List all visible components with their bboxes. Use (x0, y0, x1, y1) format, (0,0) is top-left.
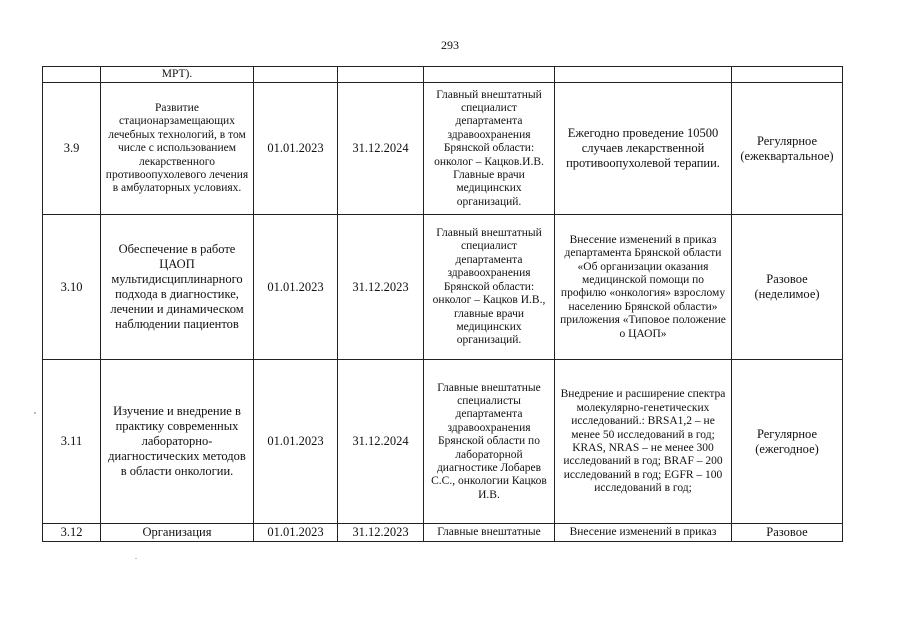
measure-title-cell: Развитие стационарзамещающих лечебных технологий, в том числе с использованием лекарственного противоопухолевого лечения в амбулаторных условиях. (101, 83, 254, 215)
start-date-cell (254, 67, 338, 83)
table-row (43, 67, 843, 83)
result-cell: Внедрение и расширение спектра молекулярно-генетических исследований.: BRSA1,2 – не менее 50 исследований в год; KRAS, NRAS – не менее 300 исследований в год; BRAF – 200 исследований в год; EGFR – 100 исследований в год; (555, 360, 732, 524)
responsible-cell (424, 67, 555, 83)
action-plan-table (42, 66, 843, 542)
start-date-cell: 01.01.2023 (254, 360, 338, 524)
result-cell (555, 67, 732, 83)
measure-title-cell: МРТ). (101, 67, 254, 83)
table-row (43, 524, 843, 542)
scan-speck (135, 558, 137, 559)
type-cell (732, 67, 843, 83)
end-date-cell: 31.12.2023 (338, 215, 424, 360)
type-cell: Разовое (неделимое) (732, 215, 843, 360)
start-date-cell: 01.01.2023 (254, 215, 338, 360)
row-number-cell: 3.9 (43, 83, 101, 215)
row-number-cell: 3.12 (43, 524, 101, 542)
result-cell: Внесение изменений в приказ департамента Брянской области «Об организации оказания медицинской помощи по профилю «онкология» взрослому населению Брянской области» приложения «Типовое положение о ЦАОП» (555, 215, 732, 360)
measure-title-cell: Изучение и внедрение в практику современных лабораторно-диагностических методов в области онкологии. (101, 360, 254, 524)
result-cell: Ежегодно проведение 10500 случаев лекарственной противоопухолевой терапии. (555, 83, 732, 215)
row-number-cell: 3.11 (43, 360, 101, 524)
end-date-cell: 31.12.2024 (338, 83, 424, 215)
page-number: 293 (441, 38, 459, 52)
table-row (43, 83, 843, 215)
end-date-cell: 31.12.2024 (338, 360, 424, 524)
scan-speck (34, 412, 36, 414)
end-date-cell: 31.12.2023 (338, 524, 424, 542)
type-cell: Регулярное (ежегодное) (732, 360, 843, 524)
start-date-cell: 01.01.2023 (254, 524, 338, 542)
responsible-cell: Главный внештатный специалист департамента здравоохранения Брянской области: онколог – Кацков.И.В. Главные врачи медицинских организаций. (424, 83, 555, 215)
result-cell: Внесение изменений в приказ (555, 524, 732, 542)
row-number-cell (43, 67, 101, 83)
table-row (43, 360, 843, 524)
table-row (43, 215, 843, 360)
row-number-cell: 3.10 (43, 215, 101, 360)
measure-title-cell: Обеспечение в работе ЦАОП мультидисциплинарного подхода в диагностике, лечении и динамическом наблюдении пациентов (101, 215, 254, 360)
end-date-cell (338, 67, 424, 83)
responsible-cell: Главный внештатный специалист департамента здравоохранения Брянской области: онколог – Кацков И.В., главные врачи медицинских организаций. (424, 215, 555, 360)
type-cell: Разовое (732, 524, 843, 542)
responsible-cell: Главные внештатные (424, 524, 555, 542)
responsible-cell: Главные внештатные специалисты департамента здравоохранения Брянской области по лабораторной диагностике Лобарев С.С., онкологии Кацков И.В. (424, 360, 555, 524)
start-date-cell: 01.01.2023 (254, 83, 338, 215)
type-cell: Регулярное (ежеквартальное) (732, 83, 843, 215)
measure-title-cell: Организация (101, 524, 254, 542)
